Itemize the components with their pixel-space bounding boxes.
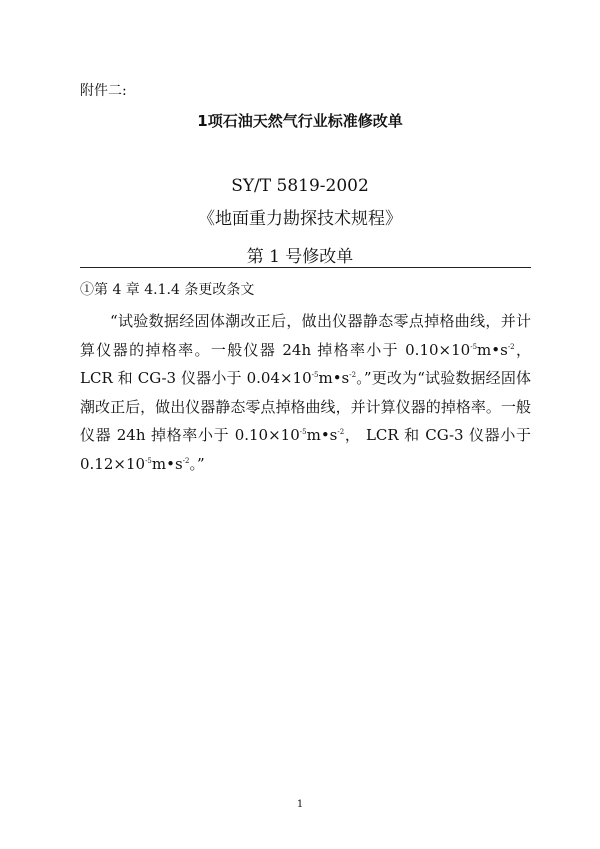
- exponent: -5: [299, 428, 307, 436]
- body-text: ， LCR 和 CG-3 仪器小于 0.04×10: [80, 340, 531, 387]
- exponent: -2: [349, 371, 357, 379]
- page-number: 1: [296, 799, 304, 810]
- body-text: 。”更改为“试验数据经固体潮改正后，做出仪器静态零点掉格曲线，并计算仪器的掉格率。一般仪器 24h 掉格率小于 0.10×10: [80, 369, 531, 444]
- divider-line: [80, 267, 531, 268]
- exponent: -5: [311, 371, 319, 379]
- exponent: -5: [470, 342, 478, 351]
- exponent: -2: [507, 342, 515, 351]
- body-text: 。”: [189, 454, 205, 473]
- exponent: -5: [145, 456, 152, 465]
- exponent: -2: [182, 456, 190, 465]
- body-text: “试验数据经固体潮改正后，做出仪器静态零点掉格曲线，并计算仪器的掉格率。一般仪器 24h 掉格率小于 0.10×10: [80, 312, 531, 359]
- body-text: m•s: [151, 454, 183, 473]
- document-title: 1项石油天然气行业标准修改单: [197, 112, 403, 130]
- body-text: m•s: [306, 426, 338, 444]
- body-text: m•s: [318, 369, 350, 387]
- body-text: ， LCR 和 CG-3 仪器小于 0.12×10: [80, 426, 532, 473]
- exponent: -2: [337, 428, 345, 436]
- standard-name: 《地面重力勘探技术规程》: [198, 209, 402, 229]
- standard-code: SY/T 5819-2002: [231, 176, 369, 196]
- clause-heading: ①第 4 章 4.1.4 条更改条文: [80, 282, 255, 298]
- attachment-label: 附件二:: [80, 83, 127, 99]
- body-text: m•s: [477, 340, 508, 359]
- amendment-label: 第 1 号修改单: [246, 247, 354, 267]
- amendment-paragraph: [80, 307, 531, 478]
